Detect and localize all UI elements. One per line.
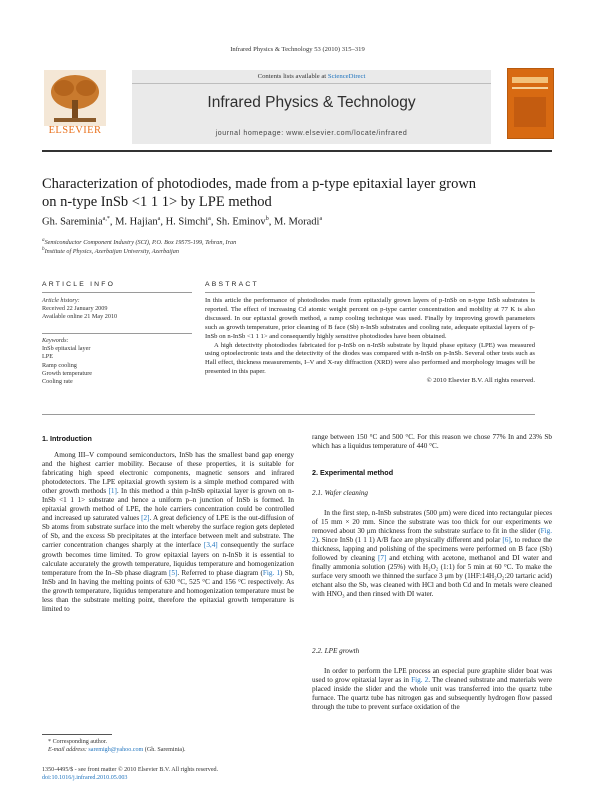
issn-block <box>42 767 342 783</box>
contents-availability <box>132 73 491 80</box>
affiliation-text: Institute of Physics, Azerbaijan University, Azerbaijan <box>44 248 179 256</box>
journal-citation: Infrared Physics & Technology 53 (2010) 315–319 <box>230 46 365 53</box>
intro-heading: 1. Introduction <box>42 434 92 443</box>
affiliation-sup: b <box>42 246 45 252</box>
wafer-cleaning-heading: 2.1. Wafer cleaning <box>312 489 369 497</box>
keywords-block <box>42 337 192 386</box>
text-run: In the first step, n-InSb substrates (500 μm) were diced into rectangular pieces of 15 mm × 20 mm. Since the substrate was too thick for our experiments we removed about 30 μm thickness from the substrate surface to fit in the slider ( <box>312 509 552 536</box>
author-name: Gh. Sareminia <box>42 216 103 228</box>
lpe-growth-heading: 2.2. LPE growth <box>312 647 360 655</box>
abstract-text <box>205 297 535 386</box>
history-heading: Article history: <box>42 297 80 304</box>
affiliation-sup: a <box>42 237 45 243</box>
corresponding-author: * Corresponding author. <box>48 739 108 745</box>
lpe-growth-text <box>312 667 552 712</box>
issn-line: 1350-4495/$ - see front matter © 2010 Elsevier B.V. All rights reserved. <box>42 767 219 773</box>
article-info-label: ARTICLE INFO <box>42 281 116 288</box>
reference-link[interactable]: [1] <box>108 487 117 496</box>
email-suffix: (Gh. Sareminia). <box>143 746 186 753</box>
author-sup: a <box>319 216 323 222</box>
cover-subtitle-band <box>512 87 548 89</box>
text-run: ). Since InSb (1 1 1) A/B face are physically different and polar <box>315 536 503 545</box>
text-run: , to reduce the thickness, lapping and polishing of the specimens were performed on B face (Sb) followed by cleaning <box>312 536 552 563</box>
abstract-rule <box>205 292 535 293</box>
wafer-cleaning-text <box>312 509 552 599</box>
author-name: M. Moradi <box>273 216 320 228</box>
article-title <box>42 175 552 211</box>
affiliation-b <box>42 246 552 255</box>
wafer-paragraph <box>312 509 552 599</box>
keywords-heading: Keywords: <box>42 337 69 344</box>
elsevier-logo-text: ELSEVIER <box>48 125 102 136</box>
author-name: H. Simchi <box>165 216 209 228</box>
email-link[interactable]: saremigh@yahoo.com <box>88 746 144 753</box>
reference-link[interactable]: [5] <box>169 568 178 577</box>
online-date: Available online 21 May 2010 <box>42 313 118 321</box>
keyword: Cooling rate <box>42 378 73 386</box>
affiliation-text: Semiconductor Component Industry (SCI), P.O. Box 19575-199, Tehran, Iran <box>44 239 237 247</box>
elsevier-tree-icon <box>44 70 106 126</box>
keyword: Ramp cooling <box>42 361 77 369</box>
email-label: E-mail address: <box>48 746 89 753</box>
article-history <box>42 297 192 322</box>
affiliation-a <box>42 237 552 246</box>
lpe-paragraph <box>312 667 552 712</box>
author-sup: a <box>157 216 161 222</box>
figure-link[interactable]: Fig. 2 <box>411 676 429 685</box>
cover-image <box>514 97 546 127</box>
journal-title: Infrared Physics & Technology <box>207 94 416 111</box>
abstract-paragraph: A high detectivity photodiodes fabricated for p-InSb on n-InSb substrate by liquid phase epitaxy (LPE) was measured using optoelectronic tests and the detectivity of the diodes was compared with n-InSb on p-InSb. Several other tests such as Hall effect, thickness measurements, I–V and X-ray diffraction (XRD) were also performed and morphology images will be presented in this paper. <box>205 341 535 376</box>
journal-cover-icon <box>507 68 554 139</box>
sciencedirect-link[interactable]: ScienceDirect <box>327 73 366 80</box>
reference-link[interactable]: [7] <box>377 554 387 563</box>
reference-link[interactable]: [6] <box>502 536 511 545</box>
intro-column <box>42 451 294 614</box>
text-run: and etching with acetone, methanol and DI water and finally ammonia solution (25%) with H₂O₂ (1:1) for 5 min at 60 °C. To make the surface very smooth we thinned the surface 3 μm by (1HF:14H₂O₂:20 tartaric acid) etchant also the Sb, was cleaned with HCl and both Cd and In metals were cleaned with HNO₃ and then rinsed with DI water. <box>312 554 552 599</box>
email-line <box>42 747 294 755</box>
reference-link[interactable]: [3,4] <box>203 541 218 550</box>
journal-homepage[interactable]: journal homepage: www.elsevier.com/locate/infrared <box>215 130 408 137</box>
experimental-heading: 2. Experimental method <box>312 468 394 477</box>
text-run: consequently the surface growth becomes time limited. To grow epitaxial layers on n-InSb it is essential to calculate accurately the growth temperature, liquidus temperature and homogenization temperature from the In–Sb phase diagram <box>42 541 295 577</box>
abstract-label: ABSTRACT <box>205 281 259 288</box>
text-run: . A great deficiency of LPE is the out-diffusion of Sb atoms from substrate surface into the melt whereby the surface region gets depleted of Sb, and the excess Sb precipitates at the interface between melt and substrate. The carrier concentration changes sharply at the interface <box>42 514 294 550</box>
header-divider <box>132 83 491 84</box>
right-column-top <box>312 433 552 451</box>
author-sup: b <box>265 216 269 222</box>
author-list: Gh. Sareminia$^{a,*}$, M. Hajian$^a$, H. Simchi$^a$, Sh. Eminov$^b$, M. Moradi$^a$ <box>42 216 323 228</box>
keyword: InSb epitaxial layer <box>42 345 91 353</box>
cover-title-band <box>512 77 548 83</box>
info-rule <box>42 292 192 293</box>
reference-link[interactable]: [2] <box>141 514 150 523</box>
title-line-2: on n-type InSb <1 1 1> by LPE method <box>42 194 272 210</box>
abstract-paragraph: In this article the performance of photodiodes made from epitaxially grown layers of p-InSb on n-type InSb substrates is reported. The effect of increasing Cd atomic weight percent on p-type carrier concentration and mobility at 77 K is also discussed. In our epitaxial growth method, a ramp cooling technique was used. Finally by improving growth parameters such as growth temperature, prior cleaning of B face (Sb) n-InSb substrates and cooling rate, adequate epitaxial layers of p-InSb on n-InSb <1 1 1> and consequently highly sensitive photodiodes have been obtained. <box>205 297 535 340</box>
received-date: Received 22 January 2009 <box>42 305 108 313</box>
doi-link[interactable]: doi:10.1016/j.infrared.2010.05.003 <box>42 774 128 781</box>
author-name: Sh. Eminov <box>216 216 266 228</box>
text-run: . The cleaned substrate and materials were placed inside the slider and the whole unit was transferred into the quartz tube furnace. The quartz tube has nitrogen gas and subsequently hydrogen flow passed through the tube to prevent surface oxidation of the <box>312 676 552 712</box>
text-run: In order to perform the LPE process an especial pure graphite slider boat was used to grow epitaxial layer as in <box>312 667 552 685</box>
author-sup: a,* <box>102 216 110 222</box>
author-sup: a <box>208 216 211 222</box>
intro-paragraph <box>42 451 294 614</box>
text-run: ) Sb, InSb and In having the melting points of 630 °C, 525 °C and 156 °C respectively. As the growth temperature, liquidus temperature and homogenization temperature must be less than the substrate melting point, therefore the epitaxial growth temperature is limited to <box>42 568 294 613</box>
text-run: Among III–V compound semiconductors, InSb has the smallest band gap energy and the highest carrier mobility. Because of these properties, it is suitable for fabricating high speed electronic components, magnetic sensors and infrared photodetectors. The LPE epitaxial growth system is a simple method compared with other growth methods <box>42 451 294 496</box>
header-rule <box>42 150 552 152</box>
title-line-1: Characterization of photodiodes, made from a p-type epitaxial layer grown <box>42 176 477 192</box>
text-run: . In this method a thin p-InSb epitaxial layer is grown on n-InSb <1 1 1> substrate and hence a uniform p–n junction of InSb is formed. In epitaxial growth method of LPE, the hole carriers concentration could be controlled and increased up saturated values <box>42 487 294 523</box>
figure-link[interactable]: Fig. 1 <box>262 568 281 577</box>
figure-link[interactable]: Fig. 2 <box>312 527 552 545</box>
info-divider <box>42 333 192 334</box>
footnote <box>42 739 294 755</box>
continued-paragraph: range between 150 °C and 500 °C. For this reason we chose 77% In and 23% Sb which has a liquidus temperature of 440 °C. <box>312 433 552 451</box>
footnote-rule <box>42 734 112 735</box>
text-run: . Referred to phase diagram ( <box>177 568 263 577</box>
contents-prefix: Contents lists available at <box>257 73 328 80</box>
keyword: Growth temperature <box>42 369 92 377</box>
body-rule <box>42 414 535 415</box>
keyword: LPE <box>42 353 54 361</box>
author-name: M. Hajian <box>115 216 158 228</box>
copyright: © 2010 Elsevier B.V. All rights reserved. <box>426 377 535 385</box>
